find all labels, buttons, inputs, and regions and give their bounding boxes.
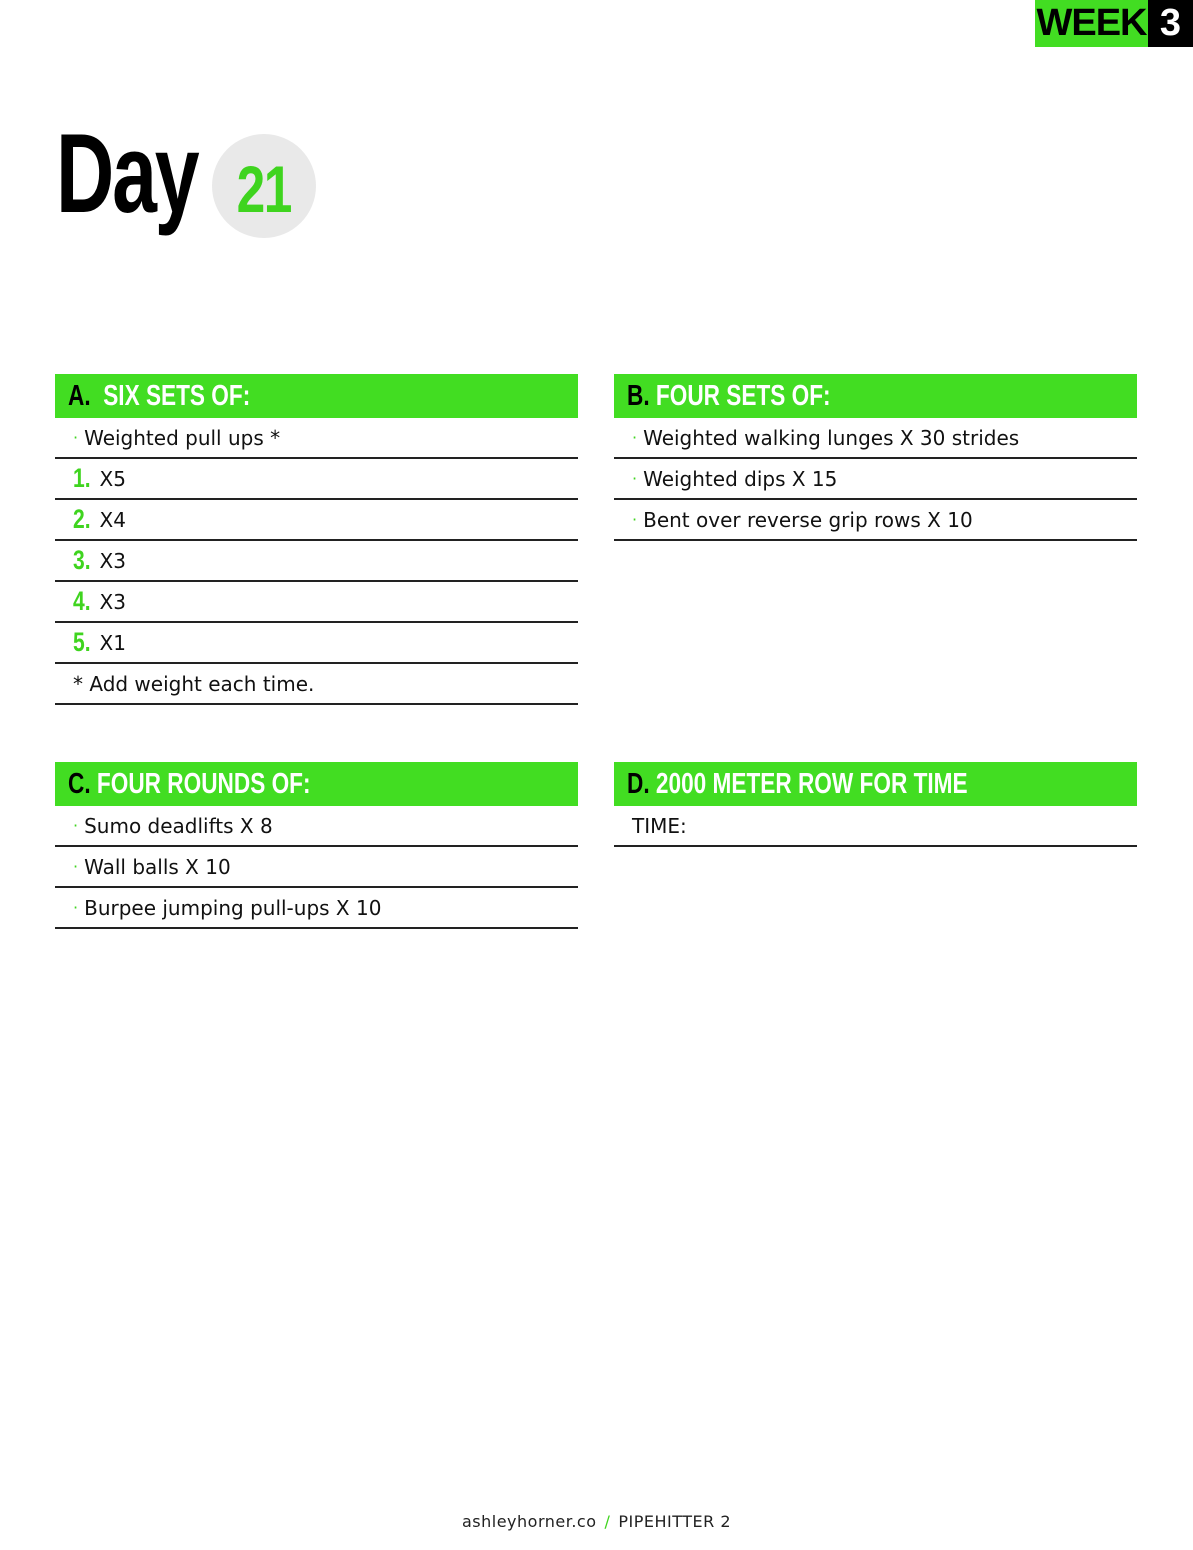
set-number: 5. — [73, 627, 91, 657]
exercise-text: Weighted dips X 15 — [643, 466, 838, 491]
bullet-icon: · — [73, 857, 79, 876]
list-item — [55, 418, 578, 459]
section-c-header — [55, 762, 578, 806]
section-a — [55, 374, 578, 705]
week-label: WEEK — [1035, 0, 1148, 47]
time-row[interactable] — [614, 806, 1137, 847]
note-text: * Add weight each time. — [73, 671, 315, 696]
footer-separator: / — [604, 1512, 611, 1531]
section-d-header — [614, 762, 1137, 806]
day-number-badge — [212, 134, 316, 238]
week-tab — [1035, 0, 1193, 47]
section-d-letter: D. — [627, 767, 650, 800]
footer-program: PIPEHITTER 2 — [618, 1512, 732, 1531]
list-item — [55, 847, 578, 888]
set-number: 2. — [73, 504, 91, 534]
footer-site: ashleyhorner.co — [461, 1512, 597, 1531]
bullet-icon: · — [632, 469, 638, 488]
section-b-header — [614, 374, 1137, 418]
exercise-text: Sumo deadlifts X 8 — [84, 813, 273, 838]
bullet-icon: · — [73, 816, 79, 835]
set-row — [55, 582, 578, 623]
list-item — [614, 459, 1137, 500]
set-row — [55, 500, 578, 541]
exercise-text: Weighted walking lunges X 30 strides — [643, 425, 1020, 450]
set-row — [55, 541, 578, 582]
list-item — [614, 500, 1137, 541]
set-number: 4. — [73, 586, 91, 616]
list-item — [614, 418, 1137, 459]
set-reps: X3 — [99, 548, 126, 573]
section-a-title: SIX SETS OF: — [103, 379, 251, 412]
section-d-title: 2000 METER ROW FOR TIME — [655, 767, 968, 800]
set-number: 1. — [73, 463, 91, 493]
day-title: Day — [56, 111, 198, 236]
section-b-title: FOUR SETS OF: — [655, 379, 831, 412]
footer — [0, 1512, 1193, 1531]
exercise-text: Burpee jumping pull-ups X 10 — [84, 895, 382, 920]
exercise-text: Wall balls X 10 — [84, 854, 231, 879]
time-label: TIME: — [632, 813, 687, 838]
bullet-icon: · — [632, 510, 638, 529]
bullet-icon: · — [632, 428, 638, 447]
set-reps: X3 — [99, 589, 126, 614]
section-c-title: FOUR ROUNDS OF: — [96, 767, 311, 800]
set-reps: X1 — [99, 630, 126, 655]
list-item — [55, 888, 578, 929]
exercise-text: Bent over reverse grip rows X 10 — [643, 507, 973, 532]
note-row — [55, 664, 578, 705]
set-number: 3. — [73, 545, 91, 575]
section-d — [614, 762, 1137, 847]
section-c — [55, 762, 578, 929]
set-reps: X5 — [99, 466, 126, 491]
section-b — [614, 374, 1137, 541]
bullet-icon: · — [73, 898, 79, 917]
day-number: 21 — [236, 152, 292, 226]
exercise-text: Weighted pull ups * — [84, 425, 281, 450]
bullet-icon: · — [73, 428, 79, 447]
week-number: 3 — [1148, 0, 1193, 47]
set-reps: X4 — [99, 507, 126, 532]
section-a-letter: A. — [68, 379, 91, 412]
set-row — [55, 623, 578, 664]
section-c-letter: C. — [68, 767, 91, 800]
list-item — [55, 806, 578, 847]
section-a-header — [55, 374, 578, 418]
section-b-letter: B. — [627, 379, 650, 412]
set-row — [55, 459, 578, 500]
